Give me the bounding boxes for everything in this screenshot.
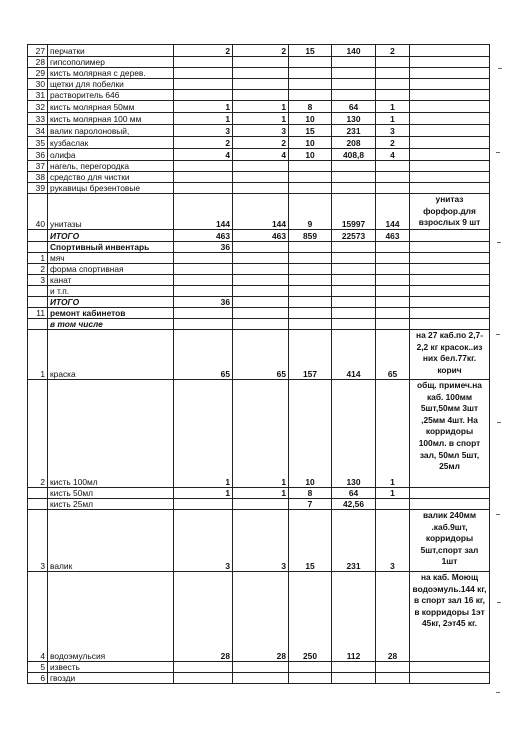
cell-row-number	[28, 488, 48, 499]
cell-qty-received	[233, 673, 289, 684]
cell-row-number: 2	[28, 380, 48, 488]
cell-note	[410, 308, 490, 319]
cell-qty-received: 65	[233, 330, 289, 380]
cell-unit-price: 250	[289, 572, 332, 662]
cell-note	[410, 68, 490, 79]
cell-total-sum	[332, 57, 376, 68]
cell-qty-received: 4	[233, 149, 289, 161]
cell-unit-price	[289, 183, 332, 194]
cell-item-name: кузбаслак	[48, 137, 174, 149]
cell-note	[410, 101, 490, 113]
cell-total-sum	[332, 90, 376, 101]
cell-item-name: известь	[48, 662, 174, 673]
cell-unit-price: 859	[289, 230, 332, 242]
table-row	[28, 68, 490, 79]
cell-unit-price	[289, 172, 332, 183]
cell-qty-received	[233, 286, 289, 297]
cell-total-sum	[332, 68, 376, 79]
cell-note: на каб. Моющ водоэмуль.144 кг, в спорт зал 16 кг, в корридоры 1эт 45кг, 2эт45 кг.	[410, 572, 490, 662]
cell-qty-used	[376, 79, 410, 90]
cell-qty-planned	[174, 183, 233, 194]
cell-qty-used	[376, 264, 410, 275]
cell-unit-price	[289, 662, 332, 673]
cell-qty-used	[376, 499, 410, 510]
cell-qty-used	[376, 662, 410, 673]
cell-note	[410, 137, 490, 149]
cell-qty-planned	[174, 161, 233, 172]
table-row	[28, 510, 490, 572]
cell-note	[410, 172, 490, 183]
table-row	[28, 57, 490, 68]
margin-mark	[496, 514, 500, 515]
cell-note	[410, 253, 490, 264]
table-row	[28, 183, 490, 194]
table-row	[28, 90, 490, 101]
cell-row-number: 1	[28, 253, 48, 264]
cell-note	[410, 149, 490, 161]
cell-qty-planned	[174, 286, 233, 297]
cell-qty-planned	[174, 172, 233, 183]
cell-total-sum	[332, 242, 376, 253]
cell-row-number: 34	[28, 125, 48, 137]
cell-note: на 27 каб.по 2,7-2,2 кг красок..из них бел.77кг. корич	[410, 330, 490, 380]
table-row	[28, 488, 490, 499]
cell-item-name: ИТОГО	[48, 230, 174, 242]
cell-qty-used	[376, 286, 410, 297]
cell-qty-used: 1	[376, 101, 410, 113]
cell-qty-planned: 463	[174, 230, 233, 242]
cell-qty-received	[233, 183, 289, 194]
table-row	[28, 275, 490, 286]
cell-qty-planned	[174, 264, 233, 275]
cell-row-number: 3	[28, 275, 48, 286]
cell-unit-price: 157	[289, 330, 332, 380]
cell-unit-price: 10	[289, 137, 332, 149]
cell-qty-received: 28	[233, 572, 289, 662]
cell-qty-planned: 1	[174, 113, 233, 125]
cell-qty-used	[376, 68, 410, 79]
cell-qty-planned: 4	[174, 149, 233, 161]
cell-item-name: ИТОГО	[48, 297, 174, 308]
cell-total-sum	[332, 253, 376, 264]
cell-item-name: в том числе	[48, 319, 174, 330]
cell-total-sum	[332, 319, 376, 330]
cell-qty-received: 144	[233, 194, 289, 230]
table-row	[28, 572, 490, 662]
cell-qty-used	[376, 242, 410, 253]
table-row	[28, 45, 490, 57]
cell-row-number: 39	[28, 183, 48, 194]
cell-unit-price	[289, 264, 332, 275]
table-row	[28, 286, 490, 297]
cell-unit-price	[289, 253, 332, 264]
cell-unit-price: 10	[289, 149, 332, 161]
table-row	[28, 101, 490, 113]
cell-qty-planned	[174, 68, 233, 79]
cell-unit-price	[289, 161, 332, 172]
cell-qty-used	[376, 308, 410, 319]
cell-item-name: и т.п.	[48, 286, 174, 297]
table-row	[28, 194, 490, 230]
cell-note	[410, 319, 490, 330]
cell-total-sum: 130	[332, 380, 376, 488]
cell-qty-planned	[174, 253, 233, 264]
table-row	[28, 673, 490, 684]
table-row	[28, 380, 490, 488]
cell-note	[410, 57, 490, 68]
cell-total-sum: 140	[332, 45, 376, 57]
cell-note	[410, 230, 490, 242]
margin-mark	[498, 68, 502, 69]
cell-total-sum	[332, 297, 376, 308]
margin-mark	[497, 242, 501, 243]
cell-unit-price	[289, 79, 332, 90]
cell-item-name: щетки для побелки	[48, 79, 174, 90]
cell-note	[410, 286, 490, 297]
cell-item-name: валик	[48, 510, 174, 572]
cell-qty-used	[376, 90, 410, 101]
cell-total-sum: 231	[332, 510, 376, 572]
cell-qty-used: 2	[376, 45, 410, 57]
cell-row-number: 36	[28, 149, 48, 161]
cell-qty-planned: 2	[174, 137, 233, 149]
cell-qty-received: 1	[233, 101, 289, 113]
cell-unit-price	[289, 57, 332, 68]
cell-qty-planned: 36	[174, 297, 233, 308]
cell-total-sum	[332, 172, 376, 183]
cell-total-sum	[332, 79, 376, 90]
cell-note	[410, 45, 490, 57]
cell-note	[410, 499, 490, 510]
cell-qty-used: 463	[376, 230, 410, 242]
cell-total-sum	[332, 673, 376, 684]
cell-unit-price: 15	[289, 45, 332, 57]
cell-unit-price	[289, 308, 332, 319]
cell-unit-price	[289, 297, 332, 308]
cell-total-sum: 15997	[332, 194, 376, 230]
cell-qty-received	[233, 172, 289, 183]
table-row	[28, 662, 490, 673]
cell-qty-used	[376, 275, 410, 286]
cell-total-sum	[332, 662, 376, 673]
cell-note	[410, 161, 490, 172]
cell-qty-used	[376, 172, 410, 183]
cell-item-name: валик паролоновый,	[48, 125, 174, 137]
cell-item-name: кисть 50мл	[48, 488, 174, 499]
cell-qty-planned: 3	[174, 510, 233, 572]
cell-total-sum: 64	[332, 101, 376, 113]
cell-qty-used	[376, 253, 410, 264]
cell-qty-received	[233, 90, 289, 101]
table-row	[28, 113, 490, 125]
table-row	[28, 264, 490, 275]
cell-unit-price	[289, 319, 332, 330]
cell-total-sum: 408,8	[332, 149, 376, 161]
table-row	[28, 172, 490, 183]
cell-item-name: нагель, перегородка	[48, 161, 174, 172]
cell-item-name: кисть молярная 50мм	[48, 101, 174, 113]
cell-note	[410, 275, 490, 286]
margin-mark	[496, 334, 500, 335]
cell-unit-price: 7	[289, 499, 332, 510]
cell-qty-planned: 28	[174, 572, 233, 662]
cell-qty-received	[233, 499, 289, 510]
table-row	[28, 79, 490, 90]
cell-qty-used: 3	[376, 125, 410, 137]
cell-unit-price	[289, 286, 332, 297]
cell-qty-received	[233, 297, 289, 308]
cell-row-number	[28, 230, 48, 242]
margin-mark	[496, 152, 500, 153]
cell-item-name: кисть 100мл	[48, 380, 174, 488]
cell-qty-planned: 65	[174, 330, 233, 380]
cell-item-name: гипсополимер	[48, 57, 174, 68]
cell-row-number: 1	[28, 330, 48, 380]
cell-item-name: растворитель 646	[48, 90, 174, 101]
table-row	[28, 330, 490, 380]
cell-item-name: унитазы	[48, 194, 174, 230]
cell-qty-received	[233, 253, 289, 264]
cell-total-sum	[332, 275, 376, 286]
cell-note	[410, 79, 490, 90]
cell-qty-planned: 1	[174, 101, 233, 113]
cell-qty-used	[376, 57, 410, 68]
cell-note	[410, 90, 490, 101]
cell-total-sum: 42,56	[332, 499, 376, 510]
cell-unit-price: 8	[289, 101, 332, 113]
cell-note	[410, 297, 490, 308]
cell-item-name: средство для чистки	[48, 172, 174, 183]
cell-unit-price	[289, 673, 332, 684]
cell-row-number	[28, 319, 48, 330]
cell-row-number: 30	[28, 79, 48, 90]
cell-item-name: рукавицы брезентовые	[48, 183, 174, 194]
cell-qty-received	[233, 319, 289, 330]
cell-qty-used: 1	[376, 380, 410, 488]
cell-qty-used: 144	[376, 194, 410, 230]
cell-row-number	[28, 242, 48, 253]
table-row	[28, 125, 490, 137]
cell-qty-planned	[174, 662, 233, 673]
cell-row-number: 11	[28, 308, 48, 319]
cell-total-sum	[332, 183, 376, 194]
cell-note: валик 240мм .каб.9шт, корридоры 5шт,спорт зал 1шт	[410, 510, 490, 572]
cell-qty-received: 1	[233, 488, 289, 499]
cell-qty-planned	[174, 79, 233, 90]
cell-qty-planned: 1	[174, 380, 233, 488]
cell-row-number: 31	[28, 90, 48, 101]
cell-qty-used: 28	[376, 572, 410, 662]
cell-qty-received: 1	[233, 380, 289, 488]
cell-item-name: гвозди	[48, 673, 174, 684]
cell-item-name: кисть 25мл	[48, 499, 174, 510]
cell-unit-price: 10	[289, 380, 332, 488]
cell-qty-used	[376, 673, 410, 684]
cell-total-sum: 208	[332, 137, 376, 149]
table-row	[28, 499, 490, 510]
cell-unit-price: 15	[289, 510, 332, 572]
cell-row-number: 29	[28, 68, 48, 79]
margin-mark	[497, 602, 501, 603]
table-row	[28, 308, 490, 319]
cell-row-number	[28, 297, 48, 308]
cell-qty-received: 2	[233, 137, 289, 149]
cell-qty-planned	[174, 57, 233, 68]
cell-item-name: перчатки	[48, 45, 174, 57]
cell-note	[410, 662, 490, 673]
cell-qty-planned	[174, 308, 233, 319]
inventory-table-body	[28, 45, 490, 684]
cell-note: унитаз форфор.для взрослых 9 шт	[410, 194, 490, 230]
cell-note	[410, 183, 490, 194]
table-row	[28, 230, 490, 242]
cell-qty-received: 3	[233, 125, 289, 137]
cell-qty-received	[233, 68, 289, 79]
cell-total-sum	[332, 264, 376, 275]
inventory-table	[27, 44, 490, 684]
cell-row-number: 4	[28, 572, 48, 662]
cell-total-sum: 22573	[332, 230, 376, 242]
cell-qty-used: 2	[376, 137, 410, 149]
cell-unit-price: 10	[289, 113, 332, 125]
table-row	[28, 253, 490, 264]
cell-qty-received	[233, 308, 289, 319]
cell-item-name: форма спортивная	[48, 264, 174, 275]
cell-item-name: мяч	[48, 253, 174, 264]
cell-row-number	[28, 499, 48, 510]
table-row	[28, 297, 490, 308]
cell-qty-planned: 1	[174, 488, 233, 499]
table-row	[28, 319, 490, 330]
cell-item-name: ремонт кабинетов	[48, 308, 174, 319]
cell-row-number: 32	[28, 101, 48, 113]
cell-total-sum	[332, 286, 376, 297]
cell-unit-price	[289, 275, 332, 286]
cell-qty-received	[233, 275, 289, 286]
cell-row-number: 3	[28, 510, 48, 572]
cell-qty-planned: 3	[174, 125, 233, 137]
cell-unit-price	[289, 90, 332, 101]
cell-total-sum	[332, 308, 376, 319]
cell-row-number: 37	[28, 161, 48, 172]
cell-row-number: 35	[28, 137, 48, 149]
cell-qty-received	[233, 79, 289, 90]
cell-unit-price: 9	[289, 194, 332, 230]
cell-qty-received: 1	[233, 113, 289, 125]
cell-row-number: 2	[28, 264, 48, 275]
inventory-sheet	[27, 44, 489, 684]
cell-note	[410, 264, 490, 275]
cell-item-name: водоэмульсия	[48, 572, 174, 662]
cell-item-name: кисть молярная с дерев.	[48, 68, 174, 79]
cell-qty-planned	[174, 499, 233, 510]
cell-item-name: олифа	[48, 149, 174, 161]
cell-item-name: Спортивный инвентарь	[48, 242, 174, 253]
cell-qty-planned	[174, 275, 233, 286]
cell-item-name: краска	[48, 330, 174, 380]
cell-total-sum	[332, 161, 376, 172]
cell-row-number	[28, 286, 48, 297]
cell-row-number: 38	[28, 172, 48, 183]
cell-qty-received	[233, 264, 289, 275]
cell-total-sum: 231	[332, 125, 376, 137]
cell-qty-planned: 144	[174, 194, 233, 230]
cell-row-number: 27	[28, 45, 48, 57]
table-row	[28, 242, 490, 253]
table-row	[28, 149, 490, 161]
cell-note	[410, 673, 490, 684]
cell-note	[410, 242, 490, 253]
cell-note	[410, 488, 490, 499]
cell-qty-received: 2	[233, 45, 289, 57]
cell-qty-received	[233, 662, 289, 673]
cell-unit-price: 8	[289, 488, 332, 499]
cell-item-name: кисть молярная 100 мм	[48, 113, 174, 125]
cell-qty-planned: 2	[174, 45, 233, 57]
margin-mark	[496, 692, 500, 693]
cell-item-name: канат	[48, 275, 174, 286]
cell-qty-used	[376, 319, 410, 330]
cell-note: общ. примеч.на каб. 100мм 5шт,50мм 3шт ,25мм 4шт. На корридоры 100мл. в спорт зал, 50мл 5шт, 25мл	[410, 380, 490, 488]
table-row	[28, 137, 490, 149]
cell-qty-received: 463	[233, 230, 289, 242]
cell-total-sum: 414	[332, 330, 376, 380]
cell-qty-used: 65	[376, 330, 410, 380]
cell-qty-received: 3	[233, 510, 289, 572]
cell-qty-received	[233, 161, 289, 172]
cell-row-number: 5	[28, 662, 48, 673]
cell-qty-received	[233, 57, 289, 68]
cell-qty-planned	[174, 673, 233, 684]
cell-total-sum: 64	[332, 488, 376, 499]
cell-qty-used: 1	[376, 113, 410, 125]
cell-qty-planned	[174, 90, 233, 101]
cell-row-number: 28	[28, 57, 48, 68]
cell-note	[410, 113, 490, 125]
cell-row-number: 40	[28, 194, 48, 230]
table-row	[28, 161, 490, 172]
cell-qty-used	[376, 161, 410, 172]
cell-qty-used: 1	[376, 488, 410, 499]
cell-total-sum: 112	[332, 572, 376, 662]
cell-note	[410, 125, 490, 137]
cell-qty-received	[233, 242, 289, 253]
cell-row-number: 33	[28, 113, 48, 125]
cell-qty-planned	[174, 319, 233, 330]
cell-unit-price	[289, 68, 332, 79]
cell-unit-price	[289, 242, 332, 253]
cell-row-number: 6	[28, 673, 48, 684]
cell-total-sum: 130	[332, 113, 376, 125]
cell-qty-used	[376, 297, 410, 308]
cell-qty-used: 3	[376, 510, 410, 572]
cell-qty-used: 4	[376, 149, 410, 161]
cell-qty-planned: 36	[174, 242, 233, 253]
cell-qty-used	[376, 183, 410, 194]
margin-mark	[497, 422, 501, 423]
cell-unit-price: 15	[289, 125, 332, 137]
